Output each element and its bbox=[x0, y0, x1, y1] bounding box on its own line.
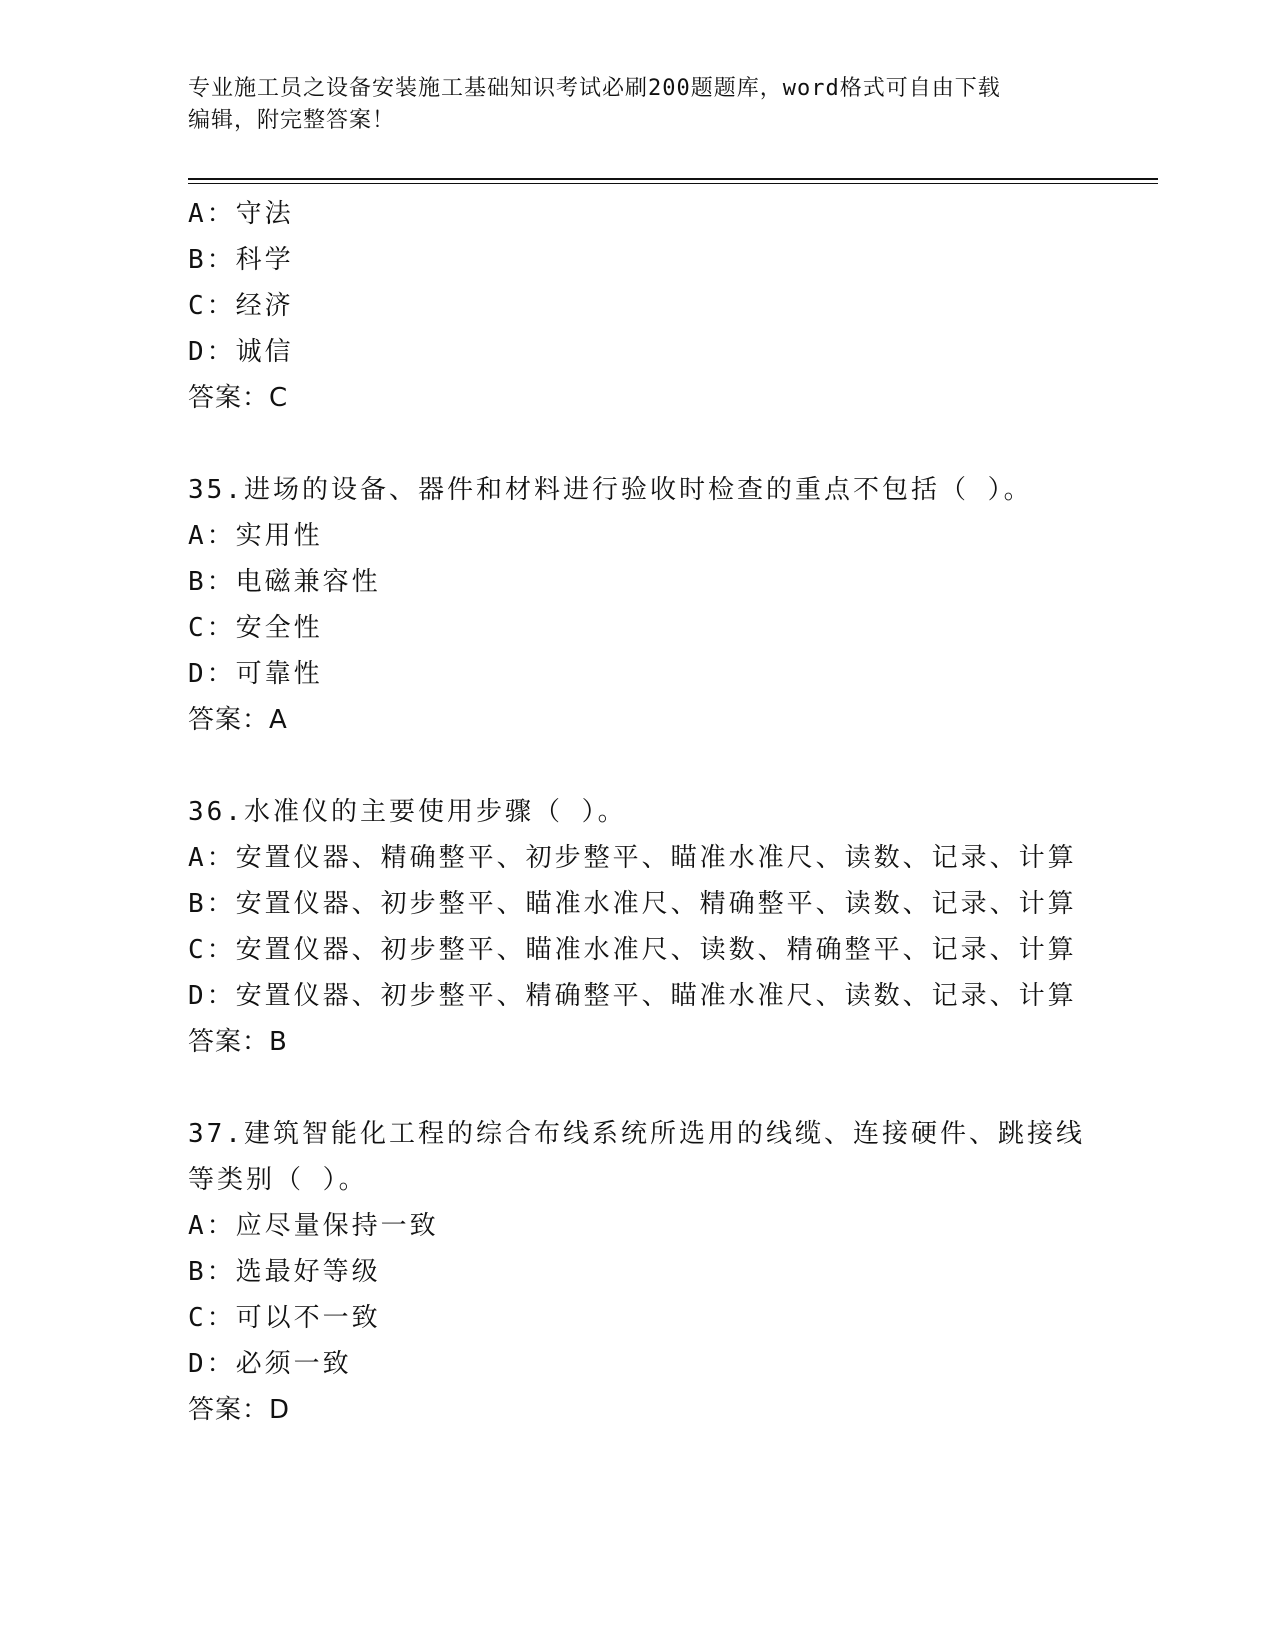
option-d: D：安置仪器、初步整平、精确整平、瞄准水准尺、读数、记录、计算 bbox=[188, 981, 1077, 1011]
option-b: B：安置仪器、初步整平、瞄准水准尺、精确整平、读数、记录、计算 bbox=[188, 889, 1077, 919]
option-c: C：安置仪器、初步整平、瞄准水准尺、读数、精确整平、记录、计算 bbox=[188, 935, 1077, 965]
option-c: C：安全性 bbox=[188, 613, 323, 643]
question-34 bbox=[188, 191, 1088, 421]
answer-line: 答案：B bbox=[188, 1027, 288, 1057]
answer-line: 答案：D bbox=[188, 1395, 291, 1425]
option-b: B：科学 bbox=[188, 245, 294, 275]
question-35 bbox=[188, 467, 1088, 743]
question-text: 35.进场的设备、器件和材料进行验收时检查的重点不包括（ ）。 bbox=[188, 475, 1033, 505]
document-header bbox=[188, 73, 1068, 137]
answer-line: 答案：C bbox=[188, 383, 289, 413]
question-text: 36.水准仪的主要使用步骤（ ）。 bbox=[188, 797, 627, 827]
question-text: 37.建筑智能化工程的综合布线系统所选用的线缆、连接硬件、跳接线等类别（ ）。 bbox=[188, 1119, 1085, 1195]
option-b: B：选最好等级 bbox=[188, 1257, 381, 1287]
header-divider-thick bbox=[188, 178, 1158, 180]
option-c: C：经济 bbox=[188, 291, 294, 321]
question-37 bbox=[188, 1111, 1088, 1433]
option-d: D：可靠性 bbox=[188, 659, 323, 689]
answer-line: 答案：A bbox=[188, 705, 288, 735]
option-d: D：必须一致 bbox=[188, 1349, 352, 1379]
option-d: D：诚信 bbox=[188, 337, 294, 367]
option-b: B：电磁兼容性 bbox=[188, 567, 381, 597]
option-a: A：应尽量保持一致 bbox=[188, 1211, 439, 1241]
header-line-2: 编辑，附完整答案！ bbox=[188, 108, 396, 133]
header-line-1: 专业施工员之设备安装施工基础知识考试必刷200题题库，word格式可自由下载 bbox=[188, 76, 1001, 101]
option-a: A：守法 bbox=[188, 199, 294, 229]
option-a: A：安置仪器、精确整平、初步整平、瞄准水准尺、读数、记录、计算 bbox=[188, 843, 1077, 873]
question-36 bbox=[188, 789, 1088, 1065]
question-list bbox=[188, 191, 1088, 1433]
option-a: A：实用性 bbox=[188, 521, 323, 551]
header-divider-thin bbox=[188, 183, 1158, 184]
option-c: C：可以不一致 bbox=[188, 1303, 381, 1333]
